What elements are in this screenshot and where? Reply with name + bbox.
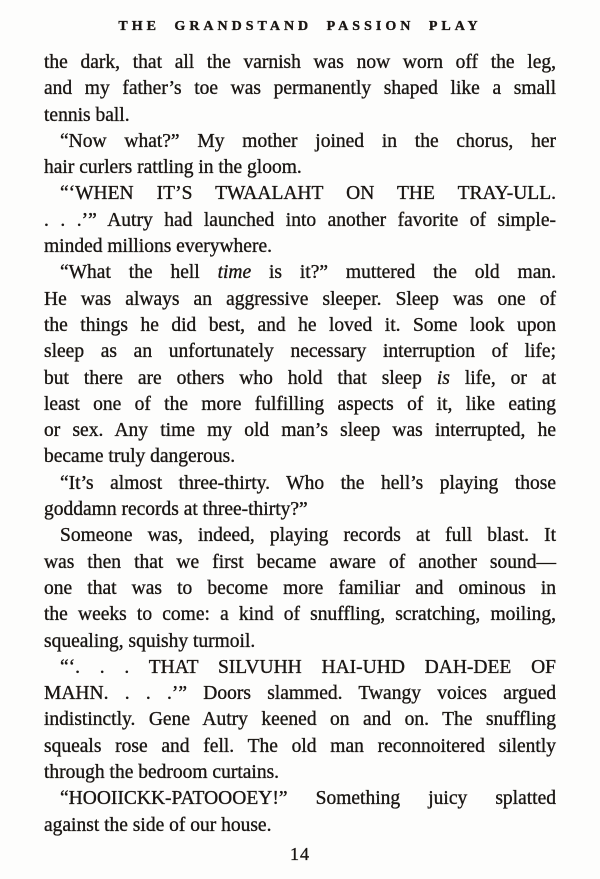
text-line: MAHN. . . .’” Doors slammed. Twangy voices argued bbox=[44, 683, 556, 705]
paragraph bbox=[44, 181, 556, 260]
text-line: was then that we first became aware of another sound— bbox=[44, 551, 556, 573]
running-head: THE GRANDSTAND PASSION PLAY bbox=[118, 19, 482, 34]
text-line: through the bedroom curtains. bbox=[44, 762, 280, 784]
text-line: “What the hell time is it?” muttered the old man. bbox=[60, 262, 556, 284]
text-line: or sex. Any time my old man’s sleep was interrupted, he bbox=[44, 420, 556, 442]
text-line: but there are others who hold that sleep is life, or at bbox=[44, 367, 556, 389]
paragraph bbox=[44, 260, 556, 470]
text-line: least one of the more fulfilling aspects of it, like eating bbox=[44, 393, 556, 415]
text-line: indistinctly. Gene Autry keened on and on. The snuffling bbox=[44, 709, 556, 731]
text-line: the dark, that all the varnish was now worn off the leg, bbox=[44, 52, 556, 73]
text-line: “‘. . . THAT SILVUHH HAI-UHD DAH-DEE OF bbox=[60, 656, 556, 678]
paragraph bbox=[44, 786, 556, 839]
text-line: squealing, squishy turmoil. bbox=[44, 630, 256, 652]
text-line: He was always an aggressive sleeper. Sleep was one of bbox=[44, 288, 556, 310]
paragraph bbox=[44, 655, 556, 786]
paragraph bbox=[44, 50, 556, 129]
text-line: squeals rose and fell. The old man reconnoitered silently bbox=[44, 735, 556, 757]
text-line: the things he did best, and he loved it. Some look upon bbox=[44, 314, 556, 336]
text-line: “‘WHEN IT’S TWAALAHT ON THE TRAY-ULL. bbox=[60, 183, 556, 205]
text-line: against the side of our house. bbox=[44, 814, 272, 836]
text-line: “HOOIICKK-PATOOOEY!” Something juicy splatted bbox=[60, 788, 556, 810]
text-line: became truly dangerous. bbox=[44, 446, 236, 468]
text-line: “It’s almost three-thirty. Who the hell’s playing those bbox=[60, 472, 556, 494]
text-line: sleep as an unfortunately necessary interruption of life; bbox=[44, 341, 556, 363]
paragraph bbox=[44, 471, 556, 524]
text-line: goddamn records at three-thirty?” bbox=[44, 499, 308, 521]
text-line: . . .’” Autry had launched into another favorite of simple- bbox=[44, 209, 556, 231]
text-line: one that was to become more familiar and ominous in bbox=[44, 577, 556, 599]
text-line: hair curlers rattling in the gloom. bbox=[44, 157, 302, 179]
text-line: minded millions everywhere. bbox=[44, 236, 272, 258]
paragraph bbox=[44, 129, 556, 182]
paragraph bbox=[44, 523, 556, 654]
text-line: Someone was, indeed, playing records at full blast. It bbox=[60, 525, 556, 547]
text-line: “Now what?” My mother joined in the chorus, her bbox=[60, 130, 556, 152]
text-line: and my father’s toe was permanently shaped like a small bbox=[44, 78, 556, 100]
text-line: the weeks to come: a kind of snuffling, scratching, moiling, bbox=[44, 604, 556, 626]
text-line: tennis ball. bbox=[44, 104, 130, 126]
page-number: 14 bbox=[290, 844, 310, 864]
page-body bbox=[44, 50, 556, 839]
